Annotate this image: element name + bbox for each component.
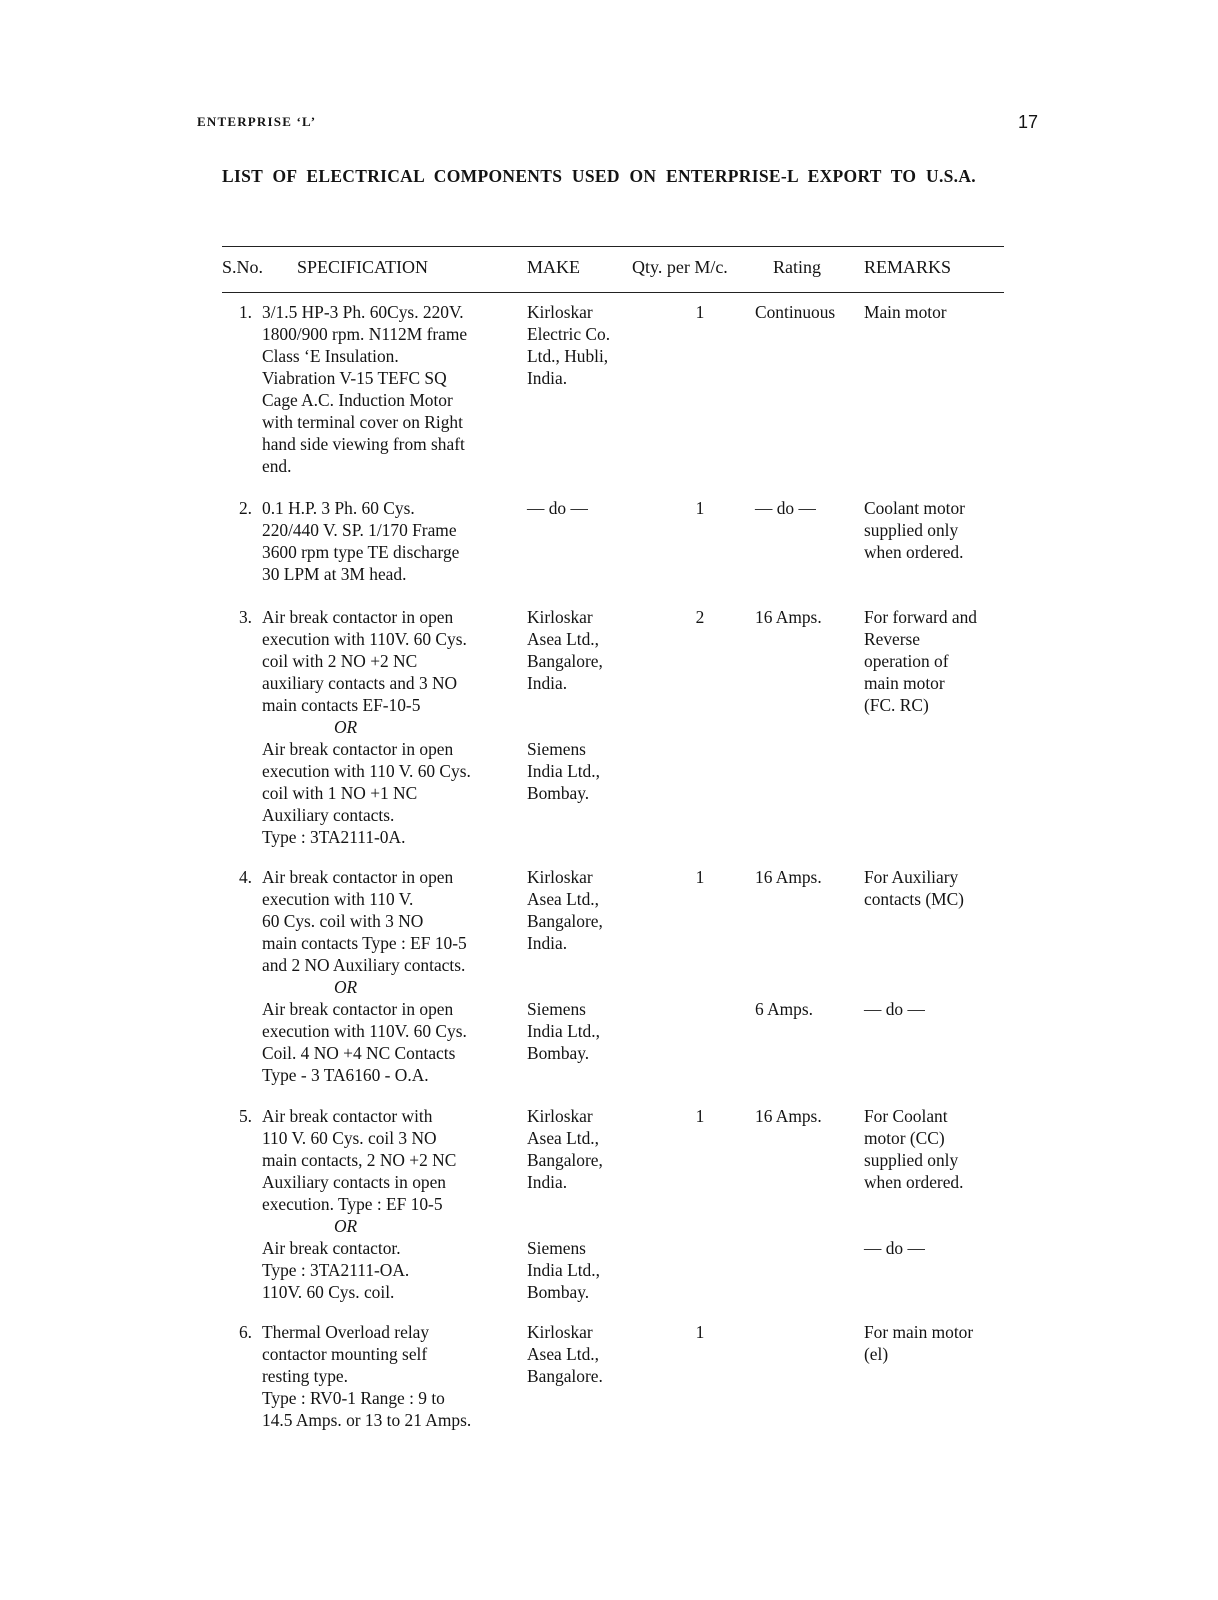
col-header-rating: Rating <box>773 257 821 277</box>
remarks-line: For Coolant <box>864 1106 948 1126</box>
make-cell <box>527 301 647 389</box>
serial-number: 3. <box>238 607 252 627</box>
remarks-cell <box>864 301 1014 323</box>
or-separator: OR <box>334 717 358 737</box>
quantity-cell: 1 <box>695 1106 705 1126</box>
specification-alt-line: execution with 110V. 60 Cys. <box>262 1021 467 1041</box>
serial-number: 2. <box>238 498 252 518</box>
specification-alt-line: coil with 1 NO +1 NC <box>262 783 418 803</box>
make-line: Kirloskar <box>527 302 593 322</box>
make-line: Kirloskar <box>527 1322 593 1342</box>
specification-alt-line: Air break contactor in open <box>262 739 454 759</box>
rating-value: 16 Amps. <box>755 1106 822 1126</box>
specification-line: Air break contactor in open <box>262 867 454 887</box>
specification-cell <box>262 301 512 477</box>
specification-cell <box>262 1321 512 1431</box>
quantity-cell: 1 <box>695 1322 705 1342</box>
specification-line: 110 V. 60 Cys. coil 3 NO <box>262 1128 437 1148</box>
specification-line: resting type. <box>262 1366 348 1386</box>
remarks-line: motor (CC) <box>864 1128 945 1148</box>
quantity-cell: 1 <box>695 867 705 887</box>
specification-line: 14.5 Amps. or 13 to 21 Amps. <box>262 1410 472 1430</box>
specification-line: main contacts Type : EF 10-5 <box>262 933 467 953</box>
make-cell <box>527 497 647 519</box>
specification-line: coil with 2 NO +2 NC <box>262 651 418 671</box>
make-line: Bangalore, <box>527 1150 603 1170</box>
remarks-line: (el) <box>864 1344 889 1364</box>
col-header-sno: S.No. <box>222 257 264 277</box>
specification-alt-line: Type - 3 TA6160 - O.A. <box>262 1065 429 1085</box>
specification-line: end. <box>262 456 292 476</box>
col-header-remarks: REMARKS <box>864 257 952 277</box>
remarks-line: For main motor <box>864 1322 974 1342</box>
specification-line: 0.1 H.P. 3 Ph. 60 Cys. <box>262 498 415 518</box>
specification-alt-line: Auxiliary contacts. <box>262 805 395 825</box>
specification-line: Air break contactor in open <box>262 607 454 627</box>
remarks-line: operation of <box>864 651 949 671</box>
remarks-line: Coolant motor <box>864 498 965 518</box>
specification-line: Type : RV0-1 Range : 9 to <box>262 1388 445 1408</box>
specification-line: execution with 110V. 60 Cys. <box>262 629 467 649</box>
or-separator: OR <box>334 977 358 997</box>
remarks-cell <box>864 866 1014 1020</box>
specification-line: hand side viewing from shaft <box>262 434 465 454</box>
make-line: Asea Ltd., <box>527 1128 599 1148</box>
remarks-cell <box>864 1105 1014 1259</box>
rating-cell <box>755 866 855 1020</box>
specification-line: with terminal cover on Right <box>262 412 463 432</box>
specification-line: 3/1.5 HP-3 Ph. 60Cys. 220V. <box>262 302 464 322</box>
col-header-make: MAKE <box>527 257 580 277</box>
specification-alt-line: Type : 3TA2111-0A. <box>262 827 406 847</box>
make-line: Asea Ltd., <box>527 1344 599 1364</box>
serial-number: 6. <box>238 1322 252 1342</box>
make-line: Electric Co. <box>527 324 611 344</box>
make-line: — do — <box>527 498 588 518</box>
make-line: Bangalore, <box>527 651 603 671</box>
specification-line: Auxiliary contacts in open <box>262 1172 447 1192</box>
remarks-cell <box>864 1321 1014 1365</box>
specification-line: Thermal Overload relay <box>262 1322 430 1342</box>
col-header-specification: SPECIFICATION <box>297 257 429 277</box>
remarks-cell <box>864 606 1014 716</box>
rating-value: Continuous <box>755 302 836 322</box>
page-number: 17 <box>1018 112 1039 132</box>
specification-line: Viabration V-15 TEFC SQ <box>262 368 447 388</box>
specification-line: 30 LPM at 3M head. <box>262 564 407 584</box>
make-alt-line: India Ltd., <box>527 1260 600 1280</box>
specification-line: Class ‘E Insulation. <box>262 346 399 366</box>
specification-line: 60 Cys. coil with 3 NO <box>262 911 424 931</box>
quantity-cell: 2 <box>695 607 705 627</box>
specification-cell <box>262 606 512 848</box>
make-alt-line: Siemens <box>527 739 586 759</box>
specification-cell <box>262 497 512 585</box>
specification-line: Air break contactor with <box>262 1106 433 1126</box>
make-alt-line: Bombay. <box>527 1282 590 1302</box>
make-line: Bangalore. <box>527 1366 603 1386</box>
specification-line: auxiliary contacts and 3 NO <box>262 673 458 693</box>
make-cell <box>527 866 647 1064</box>
make-alt-line: India Ltd., <box>527 1021 600 1041</box>
remarks-line: Reverse <box>864 629 921 649</box>
make-line: Asea Ltd., <box>527 629 599 649</box>
rating-cell <box>755 606 855 628</box>
make-alt-line: Siemens <box>527 1238 586 1258</box>
rating-value: — do — <box>755 498 816 518</box>
remarks-line: contacts (MC) <box>864 889 964 909</box>
remarks-alt-line: — do — <box>864 999 925 1019</box>
remarks-line: Main motor <box>864 302 947 322</box>
quantity-cell: 1 <box>695 302 705 322</box>
make-line: Asea Ltd., <box>527 889 599 909</box>
make-cell <box>527 1105 647 1303</box>
make-line: Bangalore, <box>527 911 603 931</box>
specification-alt-line: execution with 110 V. 60 Cys. <box>262 761 471 781</box>
remarks-line: supplied only <box>864 520 959 540</box>
specification-alt-line: 110V. 60 Cys. coil. <box>262 1282 395 1302</box>
specification-cell <box>262 866 512 1086</box>
make-line: Kirloskar <box>527 867 593 887</box>
rating-value: 16 Amps. <box>755 867 822 887</box>
col-header-qty: Qty. per M/c. <box>632 257 728 277</box>
serial-number: 1. <box>238 302 252 322</box>
make-line: India. <box>527 368 568 388</box>
rating-cell <box>755 497 855 519</box>
specification-line: 1800/900 rpm. N112M frame <box>262 324 468 344</box>
make-cell <box>527 606 647 804</box>
rating-value: 16 Amps. <box>755 607 822 627</box>
remarks-line: main motor <box>864 673 945 693</box>
specification-alt-line: Air break contactor. <box>262 1238 401 1258</box>
make-line: India. <box>527 933 568 953</box>
specification-alt-line: Coil. 4 NO +4 NC Contacts <box>262 1043 456 1063</box>
make-line: Kirloskar <box>527 1106 593 1126</box>
specification-line: Cage A.C. Induction Motor <box>262 390 453 410</box>
specification-alt-line: Air break contactor in open <box>262 999 454 1019</box>
specification-line: and 2 NO Auxiliary contacts. <box>262 955 466 975</box>
running-head: ENTERPRISE ‘L’ <box>197 114 317 129</box>
make-cell <box>527 1321 647 1387</box>
remarks-alt-line: — do — <box>864 1238 925 1258</box>
make-alt-line: Siemens <box>527 999 586 1019</box>
make-alt-line: Bombay. <box>527 783 590 803</box>
make-alt-line: India Ltd., <box>527 761 600 781</box>
remarks-line: when ordered. <box>864 1172 964 1192</box>
remarks-line: For forward and <box>864 607 978 627</box>
specification-line: 3600 rpm type TE discharge <box>262 542 460 562</box>
remarks-line: (FC. RC) <box>864 695 929 715</box>
or-separator: OR <box>334 1216 358 1236</box>
make-line: Ltd., Hubli, <box>527 346 609 366</box>
specification-line: 220/440 V. SP. 1/170 Frame <box>262 520 457 540</box>
specification-line: contactor mounting self <box>262 1344 428 1364</box>
document-title: LIST OF ELECTRICAL COMPONENTS USED ON ENTERPRISE-L EXPORT TO U.S.A. <box>222 166 976 186</box>
remarks-line: supplied only <box>864 1150 959 1170</box>
make-line: India. <box>527 673 568 693</box>
remarks-cell <box>864 497 1014 563</box>
specification-line: execution. Type : EF 10-5 <box>262 1194 443 1214</box>
remarks-line: For Auxiliary <box>864 867 959 887</box>
specification-cell <box>262 1105 512 1303</box>
serial-number: 5. <box>238 1106 252 1126</box>
specification-alt-line: Type : 3TA2111-OA. <box>262 1260 410 1280</box>
quantity-cell: 1 <box>695 498 705 518</box>
make-line: India. <box>527 1172 568 1192</box>
make-line: Kirloskar <box>527 607 593 627</box>
rating-cell <box>755 1105 855 1127</box>
make-alt-line: Bombay. <box>527 1043 590 1063</box>
rating-alt-value: 6 Amps. <box>755 999 813 1019</box>
specification-line: main contacts, 2 NO +2 NC <box>262 1150 457 1170</box>
specification-line: main contacts EF-10-5 <box>262 695 421 715</box>
specification-line: execution with 110 V. <box>262 889 414 909</box>
rating-cell <box>755 301 855 323</box>
serial-number: 4. <box>238 867 252 887</box>
remarks-line: when ordered. <box>864 542 964 562</box>
